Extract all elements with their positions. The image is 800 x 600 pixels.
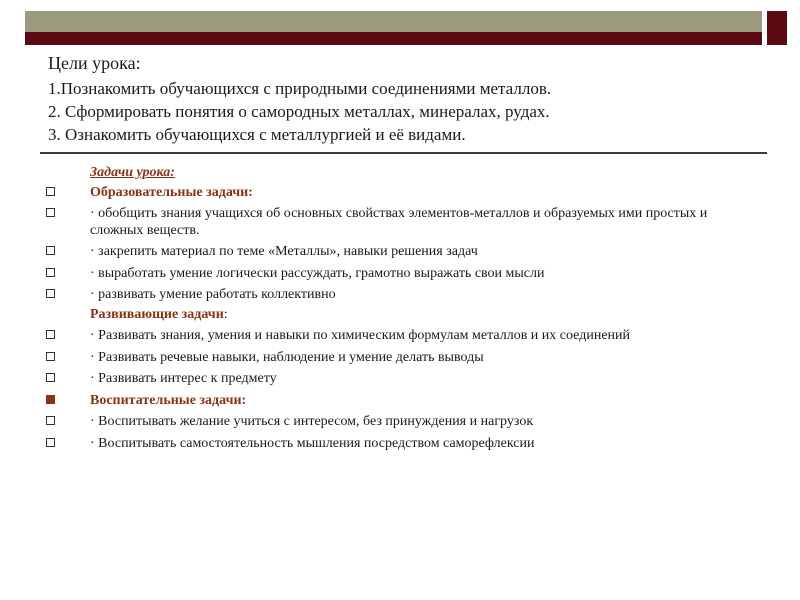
developing-colon: :: [223, 306, 228, 322]
checkbox-bullet-icon: [46, 246, 55, 255]
developing-title: Развивающие задачи: [90, 306, 224, 322]
upbringing-title: Воспитательные задачи:: [90, 392, 247, 408]
list-item: [40, 287, 760, 304]
list-item: [40, 350, 760, 367]
list-item: [40, 328, 760, 345]
title-divider: [40, 152, 767, 154]
list-item: [40, 414, 760, 431]
header-bar-top: [25, 11, 762, 32]
header-bar-bottom: [25, 32, 762, 45]
list-item: [40, 371, 760, 388]
goal-line: 1.Познакомить обучающихся с природными соединениями металлов.: [48, 79, 552, 98]
checkbox-bullet-icon: [46, 208, 55, 217]
educational-item: · развивать умение работать коллективно: [90, 287, 336, 302]
checkbox-bullet-icon: [46, 352, 55, 361]
slide-title: [48, 52, 768, 146]
educational-item: · закрепить материал по теме «Металлы», навыки решения задач: [90, 244, 478, 259]
checkbox-bullet-icon: [46, 289, 55, 298]
corner-decoration-bottom: [767, 32, 787, 45]
slide-body: [40, 165, 760, 457]
tasks-heading: Задачи урока:: [90, 165, 175, 180]
checkbox-bullet-icon: [46, 373, 55, 382]
filled-bullet-icon: [46, 395, 55, 404]
upbringing-item: · Воспитывать желание учиться с интересом, без принуждения и нагрузок: [90, 414, 534, 429]
corner-decoration-top: [767, 11, 787, 32]
list-item: [40, 244, 760, 261]
list-item: [40, 307, 760, 324]
checkbox-bullet-icon: [46, 438, 55, 447]
checkbox-bullet-icon: [46, 187, 55, 196]
goal-line: 2. Сформировать понятия о самородных металлах, минералах, рудах.: [48, 102, 550, 121]
list-item: [40, 206, 760, 239]
list-item: [40, 436, 760, 453]
checkbox-bullet-icon: [46, 268, 55, 277]
list-item: [40, 185, 760, 202]
checkbox-bullet-icon: [46, 416, 55, 425]
goals-heading: Цели урока:: [48, 53, 141, 73]
list-item: [40, 266, 760, 283]
developing-item: · Развивать знания, умения и навыки по химическим формулам металлов и их соединений: [90, 328, 631, 343]
educational-title: Образовательные задачи:: [90, 184, 253, 200]
upbringing-item: · Воспитывать самостоятельность мышления посредством саморефлексии: [90, 435, 535, 451]
educational-item: · обобщить знания учащихся об основных свойствах элементов-металлов и образуемых ими простых и сложных веществ.: [90, 206, 708, 238]
developing-item: · Развивать речевые навыки, наблюдение и умение делать выводы: [90, 349, 484, 365]
list-item: [40, 393, 760, 410]
checkbox-bullet-icon: [46, 330, 55, 339]
goal-line: 3. Ознакомить обучающихся с металлургией и её видами.: [48, 125, 466, 144]
developing-item: · Развивать интерес к предмету: [90, 371, 277, 386]
educational-item: · выработать умение логически рассуждать, грамотно выражать свои мысли: [90, 265, 545, 281]
